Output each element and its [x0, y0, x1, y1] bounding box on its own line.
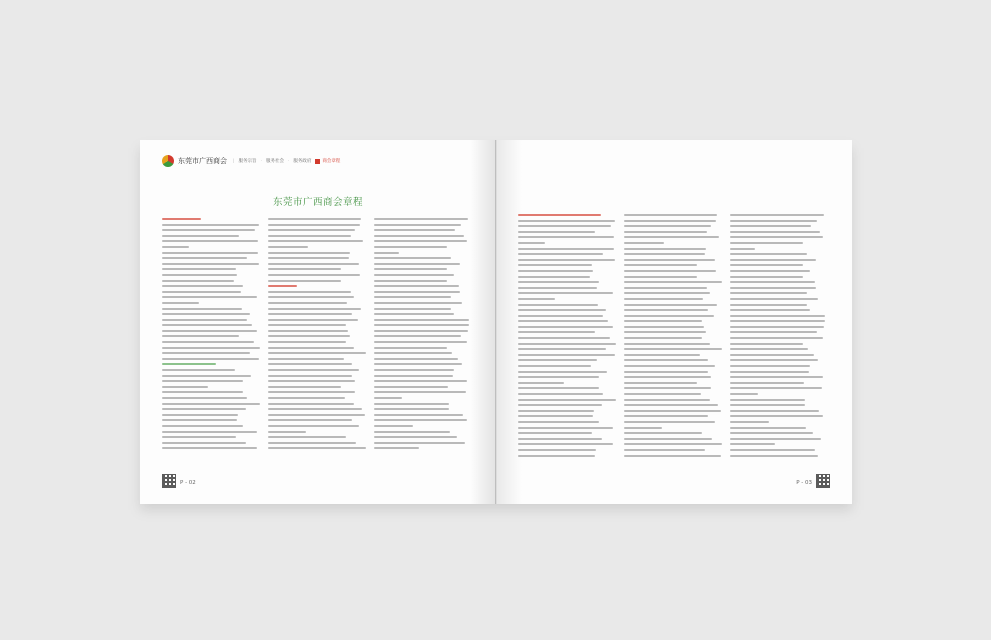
- text-line: [730, 449, 815, 451]
- text-line: [518, 410, 594, 412]
- text-line: [374, 308, 451, 310]
- text-line: [518, 399, 616, 401]
- text-line: [162, 380, 243, 382]
- text-line: [268, 302, 347, 304]
- text-line: [268, 274, 360, 276]
- text-line: [374, 386, 448, 388]
- text-line: [624, 404, 718, 406]
- text-line: [374, 319, 469, 321]
- text-line: [374, 229, 455, 231]
- qr-code-icon: [162, 474, 176, 488]
- text-line: [162, 319, 247, 321]
- text-line: [518, 359, 597, 361]
- text-line: [624, 387, 711, 389]
- text-line: [374, 291, 460, 293]
- qr-code-icon: [816, 474, 830, 488]
- text-line: [268, 341, 346, 343]
- text-line: [268, 240, 363, 242]
- text-line: [374, 347, 447, 349]
- text-line: [624, 359, 708, 361]
- text-line: [730, 236, 823, 238]
- text-line: [518, 253, 603, 255]
- text-line: [518, 225, 611, 227]
- text-line: [374, 263, 460, 265]
- text-line: [374, 363, 462, 365]
- text-line: [162, 352, 250, 354]
- text-line: [162, 240, 258, 242]
- text-line: [374, 425, 413, 427]
- text-line: [268, 263, 359, 265]
- org-name: 东莞市广西商会: [178, 157, 227, 165]
- text-line: [624, 331, 706, 333]
- page-footer: [180, 481, 196, 486]
- text-line: [268, 257, 349, 259]
- text-line: [268, 436, 346, 438]
- text-line: [162, 330, 257, 332]
- text-line: [730, 443, 775, 445]
- text-line: [162, 291, 241, 293]
- text-line: [162, 358, 259, 360]
- text-line: [268, 335, 350, 337]
- text-line: [268, 403, 354, 405]
- text-line: [518, 382, 564, 384]
- text-line: [624, 393, 701, 395]
- text-line: [268, 347, 354, 349]
- page-header: [162, 154, 344, 168]
- text-line: [730, 393, 758, 395]
- text-line: [730, 231, 820, 233]
- text-line: [730, 415, 823, 417]
- text-line: [730, 348, 808, 350]
- text-line: [624, 309, 708, 311]
- text-line: [374, 408, 449, 410]
- text-line: [730, 410, 819, 412]
- text-line: [518, 276, 590, 278]
- text-line: [730, 387, 822, 389]
- text-line: [518, 337, 610, 339]
- text-line: [268, 296, 354, 298]
- text-line: [730, 287, 816, 289]
- text-line: [268, 386, 341, 388]
- text-line: [624, 225, 711, 227]
- text-line: [730, 326, 824, 328]
- text-line: [162, 296, 257, 298]
- nav-item-serve-government: 服务政府: [293, 159, 312, 164]
- text-line: [624, 304, 717, 306]
- text-line: [162, 347, 260, 349]
- document-title: 东莞市广西商会章程: [272, 197, 363, 208]
- left-page: [140, 140, 496, 504]
- text-line: [268, 291, 351, 293]
- text-line: [624, 315, 714, 317]
- text-line: [730, 404, 805, 406]
- text-line: [268, 218, 361, 220]
- text-line: [374, 341, 467, 343]
- text-line: [162, 302, 199, 304]
- text-line: [268, 268, 341, 270]
- text-line: [730, 309, 810, 311]
- text-line: [374, 257, 451, 259]
- text-line: [374, 296, 451, 298]
- text-line: [374, 302, 462, 304]
- text-line: [162, 408, 246, 410]
- text-line: [624, 298, 703, 300]
- text-line: [730, 320, 825, 322]
- nav-item-service-purpose: 服务宗旨: [238, 159, 257, 164]
- text-line: [162, 235, 239, 237]
- nav-item-serve-society: 服务社会: [265, 159, 284, 164]
- text-column-3: [374, 218, 472, 453]
- text-line: [374, 313, 454, 315]
- text-line: [162, 419, 237, 421]
- text-line: [162, 369, 235, 371]
- text-line: [162, 218, 201, 220]
- text-line: [518, 371, 607, 373]
- text-line: [268, 224, 360, 226]
- text-line: [374, 224, 461, 226]
- text-line: [162, 246, 189, 248]
- text-line: [374, 358, 458, 360]
- text-line: [374, 280, 447, 282]
- text-line: [374, 380, 467, 382]
- text-line: [162, 268, 236, 270]
- text-line: [162, 257, 247, 259]
- text-line: [268, 308, 361, 310]
- text-line: [518, 220, 615, 222]
- nav-item-charter: 商会章程: [322, 159, 341, 164]
- text-line: [518, 292, 613, 294]
- text-line: [624, 432, 702, 434]
- text-line: [162, 263, 259, 265]
- text-line: [162, 224, 259, 226]
- text-line: [162, 229, 255, 231]
- nav-separator: ·: [287, 158, 290, 164]
- text-line: [730, 220, 817, 222]
- text-line: [518, 304, 598, 306]
- nav-separator: ·: [260, 158, 262, 164]
- text-line: [518, 432, 592, 434]
- text-line: [268, 397, 345, 399]
- text-line: [268, 352, 366, 354]
- text-line: [268, 235, 351, 237]
- text-line: [162, 335, 239, 337]
- text-line: [518, 421, 599, 423]
- text-line: [162, 341, 254, 343]
- text-line: [624, 365, 715, 367]
- text-line: [518, 438, 602, 440]
- text-line: [518, 236, 614, 238]
- text-line: [268, 380, 355, 382]
- text-line: [624, 248, 706, 250]
- text-line: [268, 330, 348, 332]
- text-line: [624, 253, 705, 255]
- text-line: [518, 354, 615, 356]
- text-line: [374, 240, 467, 242]
- text-line: [518, 427, 613, 429]
- text-line: [374, 252, 399, 254]
- text-column-1: [162, 218, 260, 453]
- text-line: [624, 427, 662, 429]
- text-line: [624, 438, 712, 440]
- text-line: [518, 231, 595, 233]
- active-marker-icon: [315, 159, 320, 164]
- text-line: [162, 431, 257, 433]
- text-line: [624, 449, 705, 451]
- text-line: [624, 281, 722, 283]
- text-line: [518, 270, 593, 272]
- text-line: [162, 397, 247, 399]
- text-line: [374, 442, 465, 444]
- header-nav: [233, 158, 344, 164]
- text-line: [268, 414, 365, 416]
- text-line: [624, 343, 710, 345]
- text-line: [518, 393, 603, 395]
- text-line: [518, 343, 616, 345]
- text-line: [268, 285, 297, 287]
- text-line: [624, 287, 707, 289]
- text-line: [730, 331, 817, 333]
- text-line: [518, 449, 596, 451]
- text-line: [268, 391, 355, 393]
- text-line: [624, 443, 722, 445]
- text-line: [624, 410, 721, 412]
- text-line: [730, 281, 815, 283]
- text-line: [624, 337, 702, 339]
- text-line: [730, 214, 824, 216]
- text-line: [730, 276, 803, 278]
- text-line: [730, 455, 818, 457]
- text-line: [374, 330, 468, 332]
- page-footer: [796, 481, 812, 486]
- text-line: [374, 268, 447, 270]
- text-line: [518, 331, 595, 333]
- text-line: [374, 447, 419, 449]
- text-line: [268, 375, 352, 377]
- text-line: [374, 285, 459, 287]
- text-line: [624, 231, 707, 233]
- text-line: [518, 298, 555, 300]
- text-line: [518, 287, 597, 289]
- text-line: [624, 270, 716, 272]
- text-line: [624, 220, 716, 222]
- text-line: [374, 397, 402, 399]
- text-line: [730, 248, 755, 250]
- text-line: [268, 363, 352, 365]
- text-line: [268, 252, 350, 254]
- text-line: [730, 292, 807, 294]
- text-line: [162, 375, 251, 377]
- text-line: [624, 421, 715, 423]
- text-line: [162, 391, 243, 393]
- text-line: [624, 236, 719, 238]
- text-line: [624, 371, 708, 373]
- text-line: [268, 319, 358, 321]
- text-line: [518, 281, 599, 283]
- text-line: [730, 438, 821, 440]
- text-line: [518, 242, 545, 244]
- text-line: [624, 348, 722, 350]
- text-line: [374, 403, 449, 405]
- text-line: [268, 280, 341, 282]
- text-line: [268, 358, 344, 360]
- text-line: [162, 403, 260, 405]
- text-line: [268, 425, 359, 427]
- text-line: [374, 218, 468, 220]
- text-line: [730, 304, 807, 306]
- text-line: [518, 387, 599, 389]
- text-line: [730, 427, 806, 429]
- text-line: [624, 292, 710, 294]
- text-line: [624, 376, 711, 378]
- text-line: [624, 242, 664, 244]
- text-line: [730, 399, 805, 401]
- text-line: [730, 315, 825, 317]
- text-line: [162, 436, 236, 438]
- right-page: [496, 140, 852, 504]
- text-line: [624, 276, 697, 278]
- text-line: [374, 274, 454, 276]
- text-line: [374, 335, 461, 337]
- text-line: [730, 365, 810, 367]
- text-line: [268, 246, 308, 248]
- text-line: [730, 270, 810, 272]
- text-line: [268, 419, 352, 421]
- text-line: [518, 415, 593, 417]
- text-line: [162, 447, 257, 449]
- text-column-6: [730, 214, 828, 460]
- text-line: [730, 371, 809, 373]
- text-line: [730, 264, 803, 266]
- text-line: [162, 442, 246, 444]
- chamber-logo-icon: [162, 155, 174, 167]
- text-line: [518, 365, 591, 367]
- text-line: [268, 442, 356, 444]
- text-line: [624, 399, 710, 401]
- text-line: [730, 242, 803, 244]
- text-column-5: [624, 214, 722, 460]
- page-number: P - 02: [180, 480, 196, 486]
- text-line: [730, 337, 823, 339]
- text-line: [624, 214, 717, 216]
- text-line: [518, 455, 595, 457]
- text-line: [162, 414, 238, 416]
- text-line: [374, 431, 450, 433]
- text-line: [730, 343, 803, 345]
- text-line: [624, 354, 700, 356]
- text-line: [518, 214, 601, 216]
- text-line: [162, 313, 250, 315]
- text-line: [518, 326, 613, 328]
- text-line: [162, 274, 237, 276]
- text-line: [268, 313, 352, 315]
- text-column-4: [518, 214, 616, 460]
- text-line: [730, 253, 807, 255]
- text-line: [374, 369, 454, 371]
- text-line: [162, 280, 234, 282]
- text-line: [518, 259, 615, 261]
- text-line: [268, 431, 306, 433]
- text-line: [730, 382, 804, 384]
- text-line: [374, 246, 447, 248]
- text-line: [518, 376, 599, 378]
- text-line: [162, 363, 216, 365]
- text-line: [730, 359, 818, 361]
- text-line: [730, 376, 823, 378]
- text-column-2: [268, 218, 366, 453]
- text-line: [268, 324, 346, 326]
- text-line: [730, 259, 816, 261]
- text-line: [518, 348, 606, 350]
- text-line: [518, 309, 606, 311]
- text-line: [162, 252, 258, 254]
- page-number: P - 03: [796, 480, 812, 486]
- text-line: [518, 248, 614, 250]
- text-line: [730, 298, 818, 300]
- text-line: [518, 315, 603, 317]
- text-line: [374, 235, 464, 237]
- text-line: [374, 414, 463, 416]
- text-line: [374, 436, 457, 438]
- nav-separator: |: [233, 158, 235, 164]
- text-line: [268, 229, 355, 231]
- text-line: [374, 419, 467, 421]
- text-line: [268, 408, 362, 410]
- text-line: [624, 382, 697, 384]
- text-line: [268, 447, 366, 449]
- text-line: [730, 421, 769, 423]
- text-line: [374, 352, 452, 354]
- text-line: [730, 225, 811, 227]
- text-line: [374, 375, 453, 377]
- text-line: [518, 404, 602, 406]
- text-line: [374, 391, 466, 393]
- text-line: [624, 259, 715, 261]
- text-line: [518, 443, 613, 445]
- text-line: [624, 455, 721, 457]
- text-line: [624, 264, 697, 266]
- text-line: [730, 432, 813, 434]
- text-line: [162, 324, 252, 326]
- text-line: [374, 324, 469, 326]
- text-line: [624, 326, 704, 328]
- text-line: [624, 415, 708, 417]
- text-line: [162, 285, 243, 287]
- text-line: [624, 320, 702, 322]
- text-line: [162, 425, 243, 427]
- text-line: [518, 264, 592, 266]
- text-line: [268, 369, 359, 371]
- text-line: [730, 354, 814, 356]
- text-line: [518, 320, 608, 322]
- text-line: [162, 308, 242, 310]
- text-line: [162, 386, 208, 388]
